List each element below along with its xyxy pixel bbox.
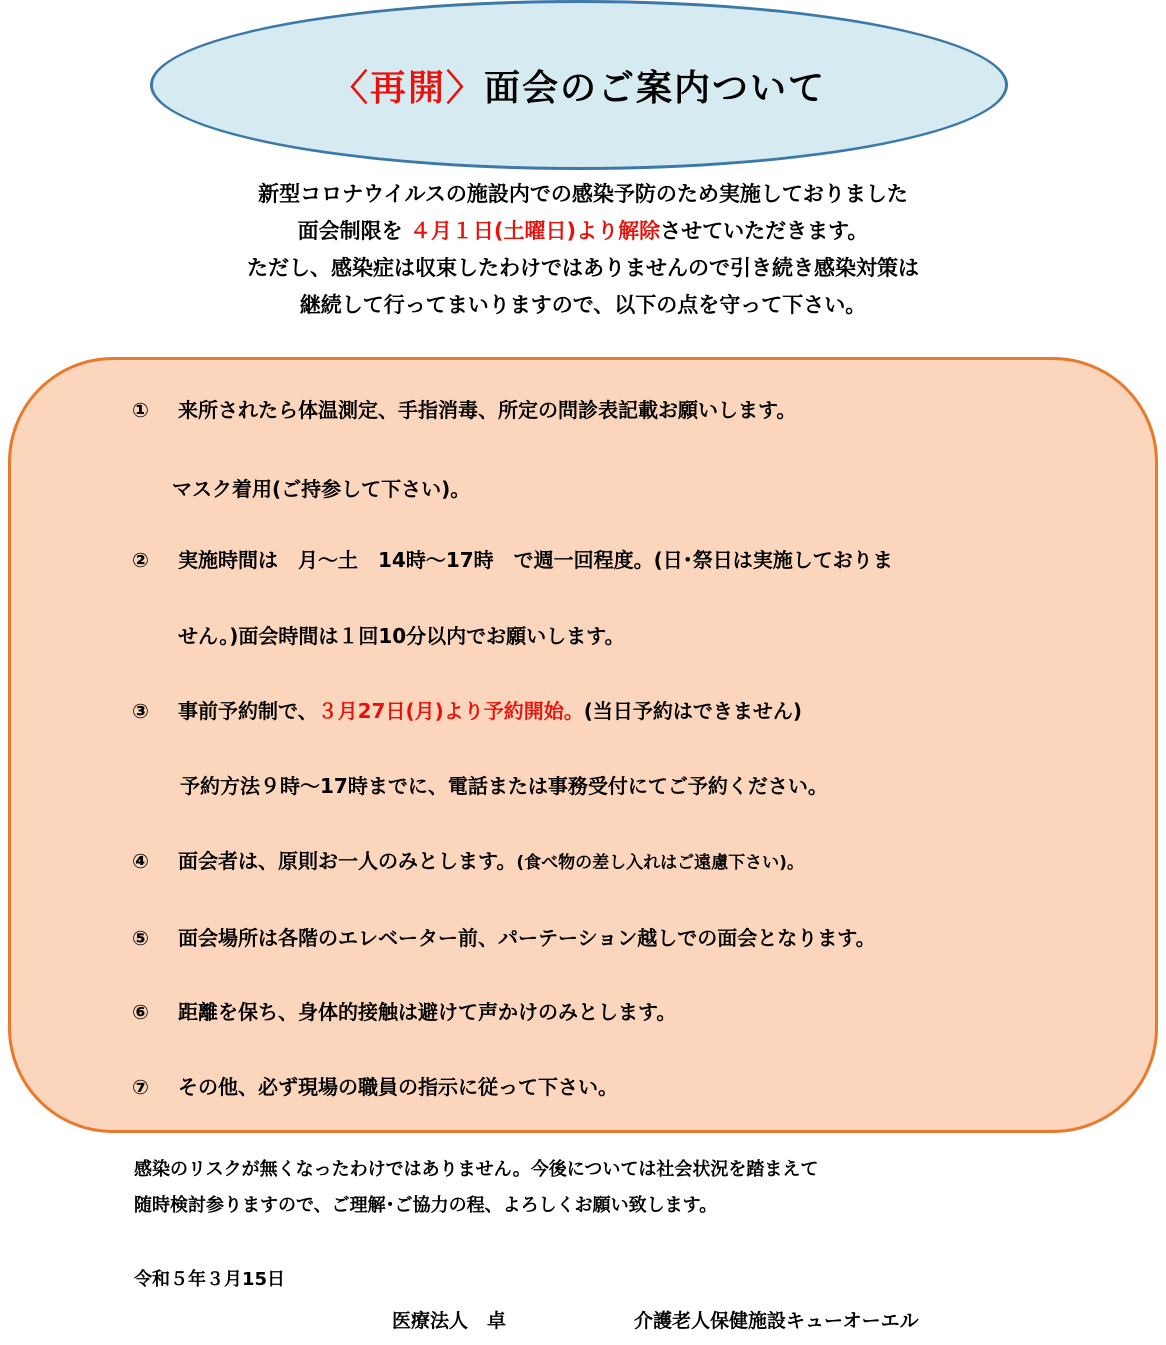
rule-2-continuation: せん。)面会時間は１回10分以内でお願いします。 [178,624,625,648]
intro-line-2-post: させていただきます。 [660,219,869,243]
rule-6 [132,998,676,1026]
rule-7-number: ⑦ [132,1075,149,1099]
rule-2-number: ② [132,548,149,572]
rule-1 [132,396,796,424]
rule-2 [132,546,893,574]
rule-5 [132,924,876,952]
issue-date: 令和５年３月15日 [134,1269,286,1290]
rule-4-text: 面会者は、原則お一人のみとします。 [178,849,517,873]
closing-line-2: 随時検討参りますので、ご理解･ご協力の程、よろしくお願い致します。 [134,1195,718,1216]
rule-3-post: (当日予約はできません) [583,699,803,723]
rule-6-text: 距離を保ち、身体的接触は避けて声かけのみとします。 [178,1000,677,1024]
intro-release-date: ４月１日(土曜日)より解除 [409,219,661,243]
rule-3-pre: 事前予約制で、 [178,699,318,723]
rule-7 [132,1073,618,1101]
rule-3-continuation: 予約方法９時～17時までに、電話または事務受付にてご予約ください。 [180,774,828,798]
facility-name: 介護老人保健施設キューオーエル [634,1310,919,1332]
title-reopen-label: 〈再開〉 [331,68,484,109]
title-text: 面会のご案内ついて [484,68,827,109]
closing-line-1: 感染のリスクが無くなったわけではありません。今後については社会状況を踏まえて [134,1159,819,1180]
rule-3-reservation-start: ３月27日(月)より予約開始。 [317,699,584,723]
rule-1-continuation: マスク着用(ご持参して下さい)。 [172,477,471,501]
closing-paragraph [134,1152,818,1224]
rule-3-number: ③ [132,699,149,723]
rule-1-text: 来所されたら体温測定、手指消毒、所定の問診表記載お願いします。 [178,398,797,422]
rule-3 [132,697,802,725]
rule-4-note: (食べ物の差し入れはご遠慮下さい)。 [516,853,804,873]
rule-4-number: ④ [132,849,149,873]
rule-7-text: その他、必ず現場の職員の指示に従って下さい。 [178,1075,618,1099]
intro-line-3: ただし、感染症は収束したわけではありませんので引き続き感染対策は [247,256,919,280]
intro-paragraph [0,176,1166,324]
intro-line-2-pre: 面会制限を [297,219,410,243]
intro-line-1: 新型コロナウイルスの施設内での感染予防のため実施しておりました [258,182,908,206]
organization-name: 医療法人 卓 [392,1310,507,1332]
page-title [150,60,1008,111]
intro-line-2 [0,213,1166,250]
rule-5-text: 面会場所は各階のエレベーター前、パーテーション越しでの面会となります。 [178,926,876,950]
rule-4 [132,847,804,877]
intro-line-4: 継続して行ってまいりますので、以下の点を守って下さい。 [299,293,867,317]
rule-2-text: 実施時間は 月～土 14時～17時 で週一回程度。(日･祭日は実施しておりま [178,548,893,572]
rule-5-number: ⑤ [132,926,149,950]
rule-6-number: ⑥ [132,1000,149,1024]
rule-1-number: ① [132,398,149,422]
